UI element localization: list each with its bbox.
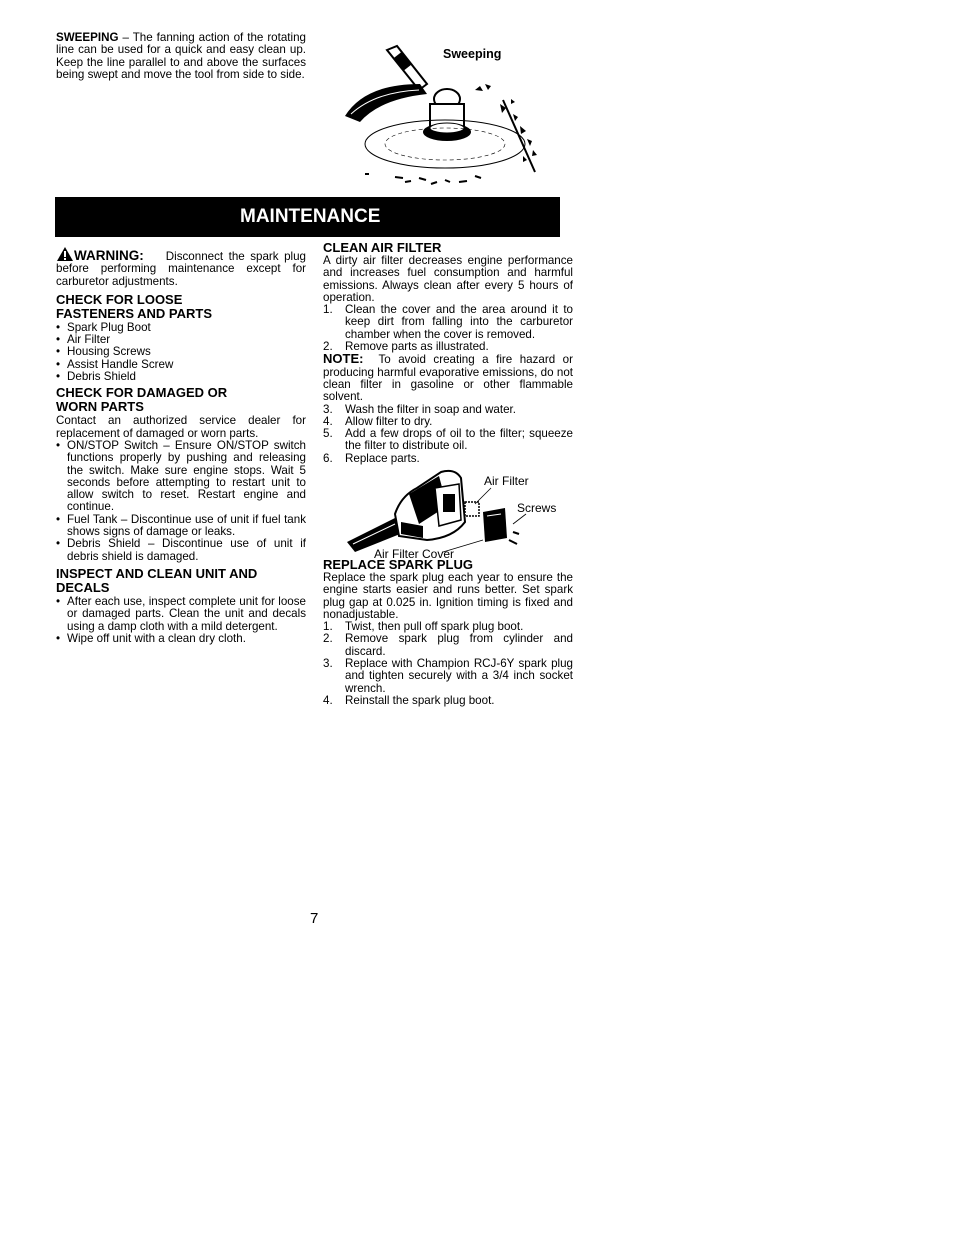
warning-text: Disconnect the spark plug before performing maintenance except for carburetor adjustments. — [56, 250, 307, 288]
sweeping-text: – The fanning action of the rotating line can be used for a quick and easy clean up. Keep the line parallel to and above the surfaces being swept and move the tool from side to side. — [56, 31, 306, 81]
list-item: • After each use, inspect complete unit for loose or damaged parts. Clean the unit and decals using a damp cloth with a mild detergent. — [56, 594, 306, 633]
left-column — [56, 246, 306, 645]
list-item: • ON/STOP Switch – Ensure ON/STOP switch functions properly by pushing and releasing the switch. Make sure engine stops. Wait 5 seconds before attempting to restart unit to allow switch to reset. Restart engine and continue. — [56, 438, 306, 514]
list-item: 3. Wash the filter in soap and water. — [323, 402, 516, 416]
note-text: To avoid creating a fire hazard or producing harmful evaporative emissions, do not clean filter in gasoline or other flammable solvent. — [323, 353, 573, 404]
maintenance-banner — [55, 197, 560, 237]
list-item: 4. Allow filter to dry. — [323, 414, 433, 428]
warning-triangle-icon — [56, 246, 74, 262]
list-item: • Housing Screws — [56, 345, 151, 359]
air-filter-label: Air Filter — [484, 474, 529, 488]
page-number: 7 — [310, 910, 319, 927]
air-filter-heading: CLEAN AIR FILTER — [323, 240, 442, 255]
list-item: 5. Add a few drops of oil to the filter; squeeze the filter to distribute oil. — [323, 427, 573, 453]
air-filter-intro: A dirty air filter decreases engine performance and increases fuel consumption and harmful emissions. Always clean after every 5 hours of operation. — [323, 254, 573, 304]
list-item: • Air Filter — [56, 333, 111, 347]
list-item: 1. Twist, then pull off spark plug boot. — [323, 620, 524, 634]
spark-plug-intro: Replace the spark plug each year to ensure the engine starts easier and runs better. Set spark plug gap at 0.025 in. Ignition timing is fixed and nonadjustable. — [323, 571, 573, 621]
sweeping-figure-label: Sweeping — [443, 47, 502, 61]
damaged-heading: CHECK FOR DAMAGED OR WORN PARTS — [56, 385, 228, 415]
note-paragraph — [323, 353, 573, 403]
spark-plug-section — [323, 558, 573, 707]
spark-plug-heading: REPLACE SPARK PLUG — [323, 557, 473, 572]
list-item: 4. Reinstall the spark plug boot. — [323, 693, 495, 707]
sweeping-paragraph — [56, 32, 306, 81]
air-filter-cover-label: Air Filter Cover — [374, 547, 455, 561]
list-item: 6. Replace parts. — [323, 451, 420, 465]
list-item: 2. Remove spark plug from cylinder and discard. — [323, 632, 573, 658]
list-item: • Spark Plug Boot — [56, 320, 151, 334]
list-item: • Fuel Tank – Discontinue use of unit if fuel tank shows signs of damage or leaks. — [56, 512, 306, 539]
sweeping-heading: SWEEPING — [56, 31, 119, 44]
warning-label: WARNING: — [74, 248, 144, 263]
list-item: • Debris Shield — [56, 370, 136, 384]
list-item: • Debris Shield – Discontinue use of unit if debris shield is damaged. — [56, 537, 306, 563]
sweeping-illustration — [335, 44, 545, 192]
right-column — [323, 241, 573, 465]
note-label: NOTE: — [323, 351, 364, 367]
spark-plug-steps — [323, 621, 573, 707]
warning-paragraph — [56, 246, 306, 288]
air-filter-steps-a — [323, 304, 573, 353]
air-filter-steps-b — [323, 404, 573, 465]
inspect-list — [56, 596, 306, 645]
list-item: 2. Remove parts as illustrated. — [323, 340, 489, 354]
damaged-intro: Contact an authorized service dealer for replacement of damaged or worn parts. — [56, 414, 306, 440]
screws-label: Screws — [517, 501, 557, 515]
damaged-list — [56, 440, 306, 563]
list-item: • Wipe off unit with a clean dry cloth. — [56, 631, 246, 645]
list-item: 3. Replace with Champion RCJ-6Y spark plug and tighten securely with a 3/4 inch socket wrench. — [323, 657, 573, 695]
list-item: 1. Clean the cover and the area around it to keep dirt from falling into the carburetor chamber when the cover is removed. — [323, 303, 573, 341]
fasteners-heading: CHECK FOR LOOSE FASTENERS AND PARTS — [56, 291, 213, 321]
list-item: • Assist Handle Screw — [56, 357, 174, 371]
fasteners-list — [56, 322, 306, 383]
inspect-heading: INSPECT AND CLEAN UNIT AND DECALS — [56, 565, 258, 595]
maintenance-title: MAINTENANCE — [240, 206, 381, 227]
